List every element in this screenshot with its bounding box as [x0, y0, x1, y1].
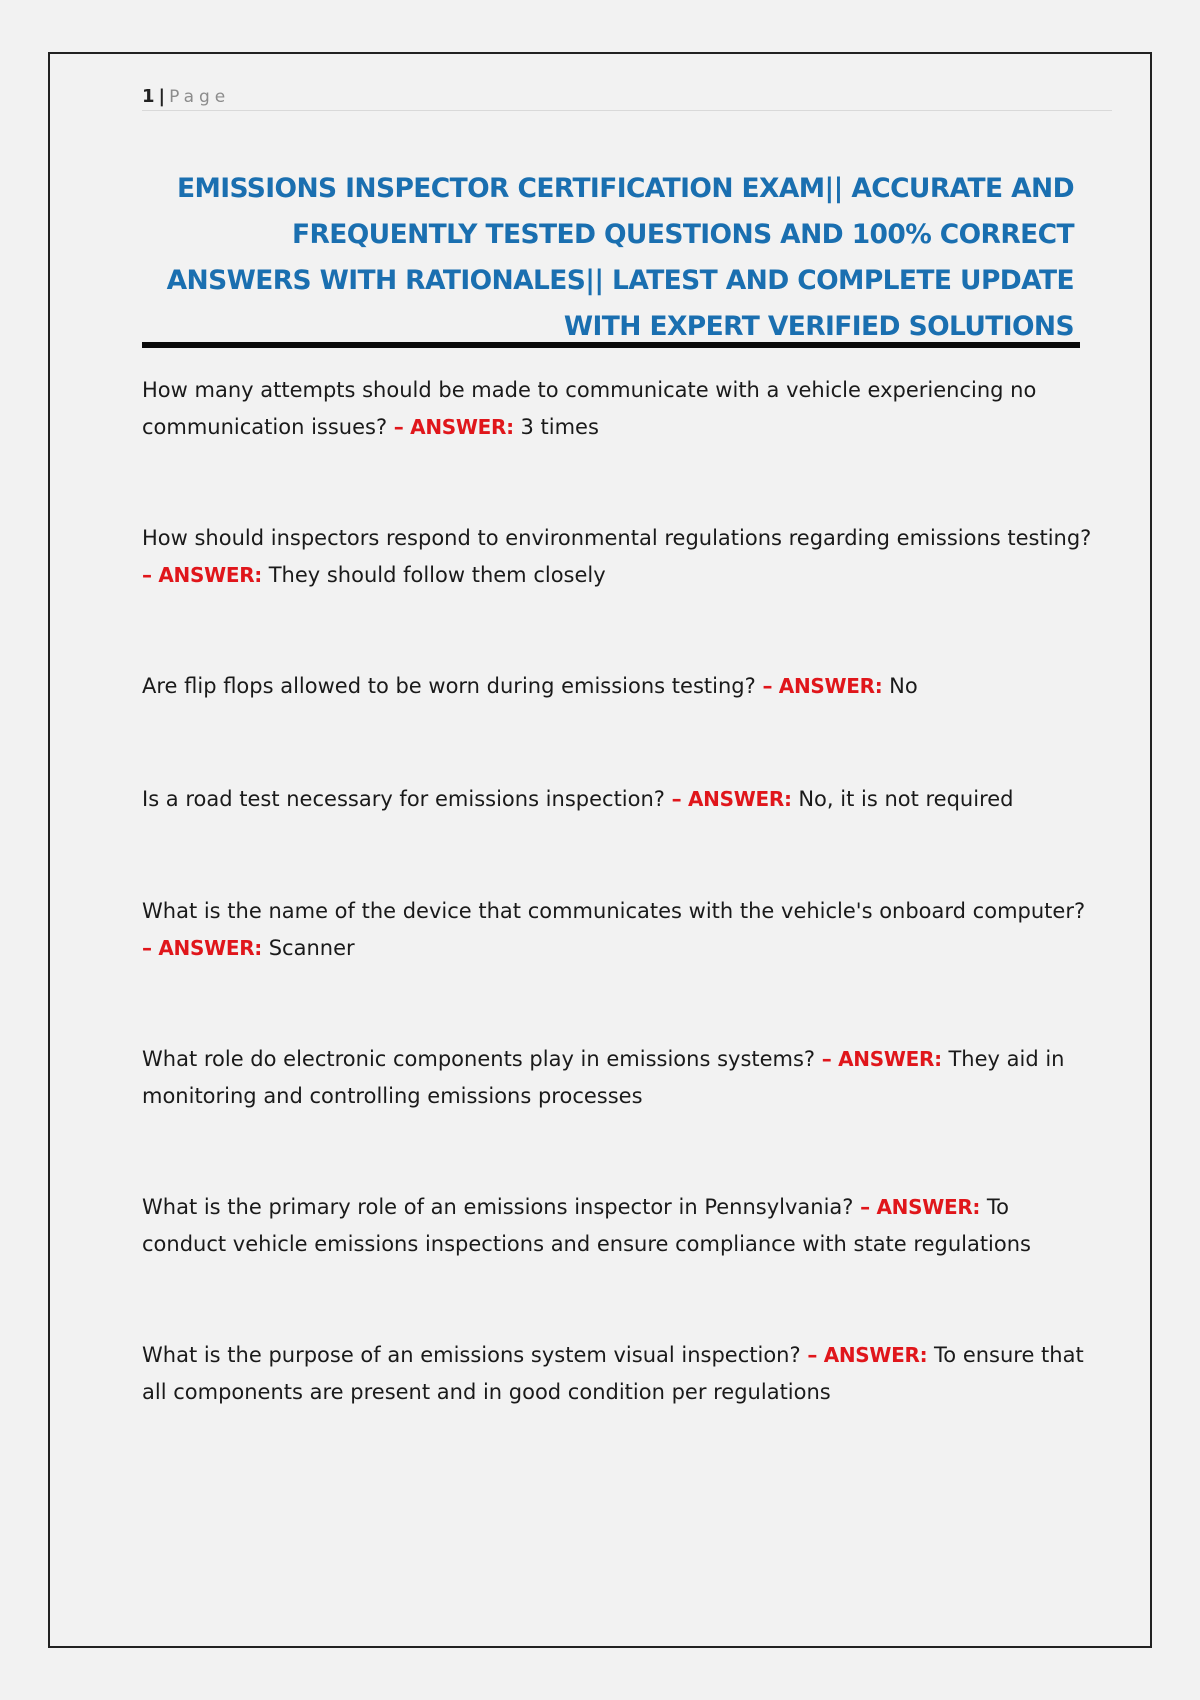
page-label: Page — [169, 87, 231, 107]
answer-label: – ANSWER: — [762, 674, 883, 698]
qa-item — [142, 893, 1092, 967]
question-text: What is the purpose of an emissions system visual inspection? — [142, 1343, 801, 1367]
answer-label: – ANSWER: — [142, 563, 263, 587]
qa-item — [142, 1189, 1092, 1263]
qa-item — [142, 372, 1092, 446]
question-text: How should inspectors respond to environmental regulations regarding emissions testing? — [142, 526, 1092, 550]
answer-text: They aid in monitoring and controlling emissions processes — [142, 1047, 1065, 1108]
document-title: EMISSIONS INSPECTOR CERTIFICATION EXAM|| ACCURATE AND FREQUENTLY TESTED QUESTIONS AND 100% CORRECT ANSWERS WITH RATIONALES|| LATEST AND COMPLETE UPDATE WITH EXPERT VERIFIED SOLUTIONS — [166, 173, 1074, 342]
answer-label: – ANSWER: — [393, 415, 514, 439]
question-text: What is the name of the device that communicates with the vehicle's onboard computer? — [142, 899, 1086, 923]
title-divider — [142, 342, 1080, 348]
question-text: What is the primary role of an emissions inspector in Pennsylvania? — [142, 1195, 854, 1219]
question-text: How many attempts should be made to communicate with a vehicle experiencing no communication issues? — [142, 378, 1037, 439]
qa-item — [142, 668, 1092, 705]
qa-item — [142, 1337, 1092, 1411]
answer-label: – ANSWER: — [821, 1047, 942, 1071]
question-text: What role do electronic components play in emissions systems? — [142, 1047, 816, 1071]
page-separator: | — [158, 86, 166, 107]
answer-text: To conduct vehicle emissions inspections and ensure compliance with state regulations — [142, 1195, 1031, 1256]
answer-text: No — [889, 674, 918, 698]
qa-item — [142, 781, 1092, 818]
document-page — [48, 52, 1152, 1648]
qa-item — [142, 1041, 1092, 1115]
answer-label: – ANSWER: — [860, 1195, 981, 1219]
answer-label: – ANSWER: — [671, 787, 792, 811]
answer-label: – ANSWER: — [807, 1343, 928, 1367]
answer-text: No, it is not required — [798, 787, 1014, 811]
qa-item — [142, 520, 1092, 594]
answer-text: 3 times — [520, 415, 599, 439]
page-number: 1 — [142, 86, 155, 107]
question-text: Are flip flops allowed to be worn during emissions testing? — [142, 674, 756, 698]
answer-text: To ensure that all components are present and in good condition per regulations — [142, 1343, 1084, 1404]
page-header — [142, 84, 1112, 111]
answer-text: They should follow them closely — [268, 563, 606, 587]
question-text: Is a road test necessary for emissions inspection? — [142, 787, 665, 811]
answer-label: – ANSWER: — [142, 936, 263, 960]
answer-text: Scanner — [268, 936, 355, 960]
